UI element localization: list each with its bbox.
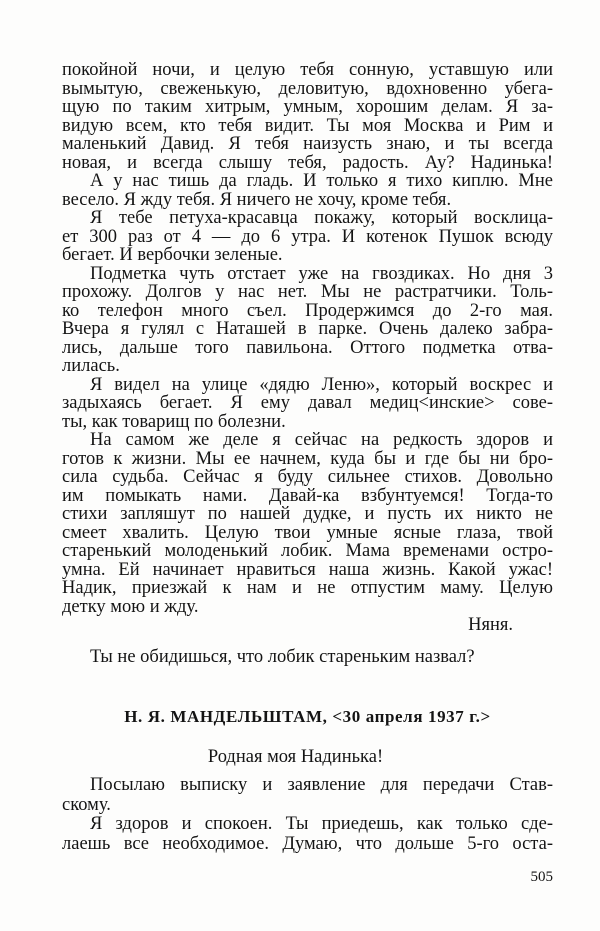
text-line: стихи запляшут по нашей дудке, и пусть их никто не: [62, 504, 553, 524]
text-line: маленький Давид. Я тебя наизусть знаю, и ты всегда: [62, 134, 553, 154]
letter-body: [62, 61, 553, 616]
text-line: умна. Ей начинает нравиться наша жизнь. Какой ужас!: [62, 559, 553, 580]
text-line: Я видел на улице «дядю Леню», который воскрес и: [90, 374, 553, 395]
text-line: ко телефон много съел. Продержимся до 2-го мая.: [62, 300, 553, 321]
text-line: скому.: [62, 794, 111, 815]
text-line: новая, и всегда слышу тебя, радость. Ау? Надинька!: [62, 152, 553, 173]
text-line: старенький молоденький лобик. Мама временами остро-: [62, 541, 553, 561]
text-line: бегает. И вербочки зеленые.: [62, 245, 283, 265]
text-line: щую по таким хитрым, умным, хорошим делам. Я за-: [62, 97, 553, 117]
postscript-line: Ты не обидишься, что лобик стареньким назвал?: [90, 647, 475, 667]
text-line: Я тебе петуха-красавца покажу, который восклица-: [90, 208, 553, 228]
text-line: детку мою и жду.: [62, 596, 199, 617]
page-number: 505: [530, 869, 553, 885]
postscript: [62, 648, 553, 667]
text-line: Надик, приезжай к нам и не отпустим маму. Целую: [62, 578, 553, 598]
text-line: ты, как товарищ по болезни.: [62, 411, 286, 432]
text-line: лилась.: [62, 356, 120, 376]
text-line: готов к жизни. Мы ее начнем, куда бы и где бы ни бро-: [62, 448, 553, 469]
letter-body: [62, 776, 553, 854]
text-line: им помыкать нами. Давай-ка взбунтуемся! Тогда-то: [62, 485, 553, 506]
text-line: видую всем, кто тебя видит. Ты моя Москва и Рим и: [62, 115, 553, 136]
text-line: смеет хвалить. Целую твои умные ясные глаза, твой: [62, 522, 553, 543]
text-line: лаешь все необходимое. Думаю, что дольше 5-го оста-: [62, 833, 553, 854]
text-line: вымытую, свеженькую, деловитую, вдохновенно убега-: [62, 78, 553, 99]
text-line: ет 300 раз от 4 — до 6 утра. И котенок Пушок всюду: [62, 226, 553, 247]
text-line: Подметка чуть отстает уже на гвоздиках. Но дня 3: [90, 263, 553, 284]
text-line: На самом же деле я сейчас на редкость здоров и: [90, 430, 553, 450]
text-line: прохожу. Долгов у нас нет. Мы не растратчики. Толь-: [62, 282, 553, 302]
text-line: Я здоров и спокоен. Ты приедешь, как только сде-: [90, 814, 553, 834]
text-line: весело. Я жду тебя. Я ничего не хочу, кроме тебя.: [62, 189, 452, 210]
text-line: Посылаю выписку и заявление для передачи Став-: [90, 775, 553, 795]
text-line: А у нас тишь да гладь. И только я тихо киплю. Мне: [90, 171, 553, 191]
text-line: лись, дальше того павильона. Оттого подметка отва-: [62, 337, 553, 358]
text-line: задыхаясь бегает. Я ему давал медиц<инские> сове-: [62, 393, 553, 413]
text-line: покойной ночи, и целую тебя сонную, уставшую или: [62, 60, 553, 80]
text-line: Вчера я гулял с Наташей в парке. Очень далеко забра-: [62, 319, 553, 339]
text-line: сила судьба. Сейчас я буду сильнее стихов. Довольно: [62, 467, 553, 487]
letter-heading: Н. Я. МАНДЕЛЬШТАМ, <30 апреля 1937 г.>: [124, 707, 491, 726]
salutation: Родная моя Надинька!: [207, 747, 384, 767]
signature: Няня.: [468, 615, 513, 635]
